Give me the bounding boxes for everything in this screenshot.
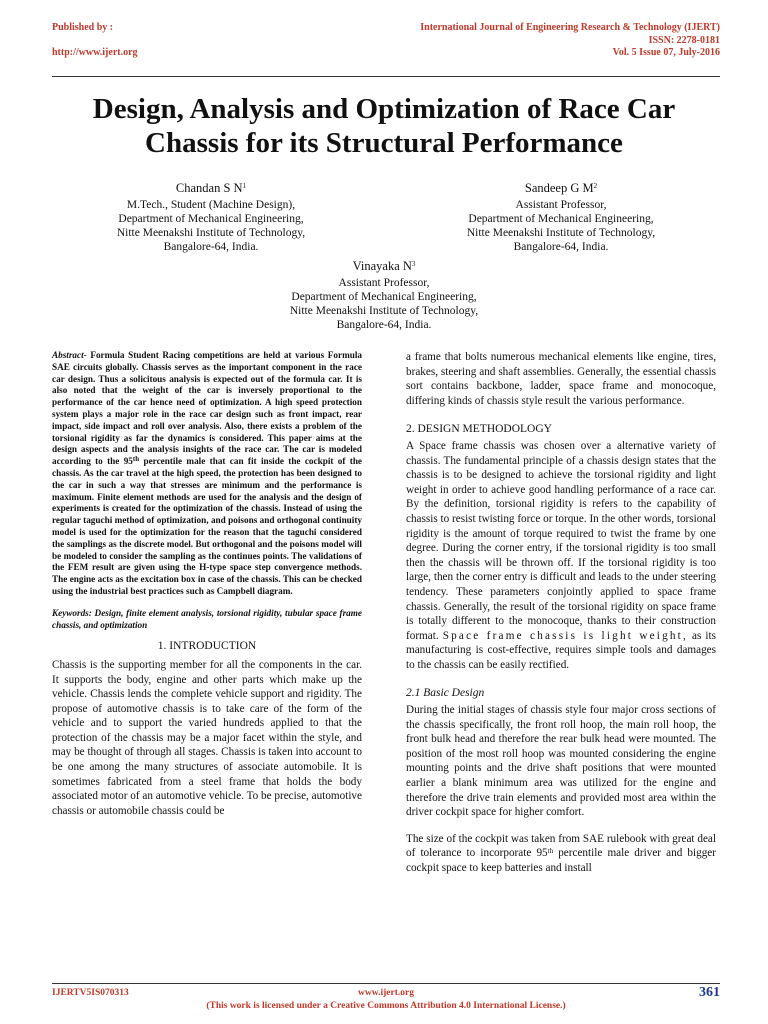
author-3-affil-3: Nitte Meenakshi Institute of Technology, (289, 305, 479, 317)
introduction-text: Chassis is the supporting member for all the components in the car. It supports the body, engine and other parts which make up the vehicle. Chassis lends the complete vehicle support and rigidity. The propose of automotive chassis is to take care of the form of the vehicle and to support the varied hundreds applied to that the protection of the chassis may be a major facet within the style, and may be thought of through all stages. Chassis is taken into account to be one among the many structures of associate automobile. It is sometimes fabricated from a steel frame that holds the body associated motor of an automotive vehicle. To be precise, automotive chassis or automobile chassis could be (52, 658, 362, 817)
author-2-affil-3: Nitte Meenakshi Institute of Technology, (466, 227, 656, 239)
published-by: Published by : (52, 22, 114, 33)
cockpit-text: The size of the cockpit was taken from SAE rulebook with great deal of tolerance to incorporate 95th percentile male driver and bigger cockpit space to keep batteries and install (406, 832, 716, 874)
journal-block (420, 22, 720, 60)
title-line-1: Design, Analysis and Optimization of Race Car (92, 93, 676, 125)
author-3-affil-1: Assistant Professor, (338, 277, 430, 289)
page-footer (52, 985, 720, 1018)
author-3-affil-2: Department of Mechanical Engineering, (291, 291, 477, 303)
author-3-block (240, 259, 528, 332)
author-1-affil-2: Department of Mechanical Engineering, (118, 213, 304, 225)
author-1-affil-1: M.Tech., Student (Machine Design), (126, 199, 296, 211)
author-2-affil-4: Bangalore-64, India. (513, 241, 609, 253)
abstract: Abstract- Formula Student Racing competitions are held at various Formula SAE circuits globally. Chassis serves as the important component in the race car design. Thus a solicitous analysis is expected out of the formula car. It is also noted that the weight of the car is inversely proportional to the performance of the car hence need of optimization. A high speed protection system plays a major role in the race car design such as front impact, rear impact, side impact and roll over analysis. Also, there exists a problem of the torsional rigidity as far the dynamics is considered. This paper aims at the design aspects and the analysis insights of the race car. The car is modeled according to the 95th percentile male that can fit inside the cockpit of the chassis. As the car travel at the high speed, the protection has been designed to the car in such a way that stresses are minimum and the performance is maximum. Finite element methods are used for the analysis and the design of experiments is created for the optimization of the chassis. Instead of using the regular taguchi method of optimization, and poisons and orthogonal continuity model is used for the optimization for the reason that the taguchi considered the samplings as the discrete model. But orthogonal and the poisons model will be modeled to consider the sampling as the continues points. The validations of the FEM result are given using the H-type space step convergence methods. The engine acts as the excitation box in case of the chassis. This can be checked using the industrial best practices such as Campbell diagram. (52, 350, 363, 596)
publisher-block (52, 22, 138, 59)
basic-design-text: During the initial stages of chassis style four major cross sections of the chassis specifically, the front roll hoop, the main roll hoop, the front bulk head and therefore the rear bulk head were mounted. The position of the most roll hoop was mounted considering the engine mounting points and the drive shaft positions that were mounted earlier a blank minimum area was utilized for the engine and therefore the drive train elements and provided most area within the driver cockpit space for higher comfort. (406, 704, 716, 819)
keywords: Keywords: Design, finite element analysis, torsional rigidity, tubular space frame chassis, and optimization (52, 607, 362, 630)
volume-issue: Vol. 5 Issue 07, July-2016 (612, 47, 720, 58)
page-number: 361 (699, 985, 720, 1000)
author-1-affil-4: Bangalore-64, India. (163, 241, 259, 253)
author-1-block (80, 181, 342, 254)
footer-rule (52, 983, 720, 984)
design-methodology-heading: 2. DESIGN METHODOLOGY (406, 423, 552, 436)
author-1-name: Chandan S $N^1$ (175, 181, 247, 195)
left-column (52, 350, 362, 818)
author-2-affil-2: Department of Mechanical Engineering, (468, 213, 654, 225)
publisher-url[interactable]: http://www.ijert.org (52, 46, 138, 58)
intro-continuation: a frame that bolts numerous mechanical elements like engine, tires, brakes, steering and shaft assemblies. Generally, the essential chassis sort contains backbone, ladder, space frame and monocoque, differing kinds of chassis style result the various performance. (406, 351, 716, 407)
basic-design-heading: 2.1 Basic Design (406, 687, 485, 700)
issn: ISSN: 2278-0181 (648, 34, 720, 46)
license-note: (This work is licensed under a Creative Commons Attribution 4.0 International License.) (206, 1001, 566, 1011)
introduction-heading: 1. INTRODUCTION (157, 640, 257, 653)
paper-title (20, 92, 748, 160)
header-rule (52, 76, 720, 77)
author-1-affil-3: Nitte Meenakshi Institute of Technology, (116, 227, 306, 239)
journal-name: International Journal of Engineering Research & Technology (IJERT) (420, 22, 720, 33)
right-column (406, 350, 716, 876)
title-line-2: Chassis for its Structural Performance (145, 127, 623, 159)
author-2-block (430, 181, 692, 254)
footer-url[interactable]: www.ijert.org (358, 988, 414, 998)
design-methodology-text: A Space frame chassis was chosen over a alternative variety of chassis. The fundamental principle of a chassis design states that the chassis is to be designed to achieve the torsional rigidity and light weight in order to achieve good handling performance of a race car. By the definition, torsional rigidity is refers to the capability of chassis to resist twisting force or torque. In the other words, torsional rigidity is the amount of torque required to twist the frame by one degree. During the corner entry, if the torsional rigidity is too small then the chassis will be thrown off. If the torsional rigidity is too large, then the corner entry is difficult and leads to the under steering tendency. These parameters conjointly applied to space frame chassis. Generally, the result of the torsional rigidity on space frame is totally different to the monocoque, thanks to their construction format. Space frame chassis is light weight, as its manufacturing is cost-effective, requires simple tools and damages to the chassis can be easily rectified. (406, 439, 716, 671)
author-3-name: Vinayaka $N^3$ (352, 259, 416, 273)
page-header (52, 22, 720, 78)
paper-id: IJERTV5IS070313 (52, 988, 129, 998)
author-2-affil-1: Assistant Professor, (515, 199, 607, 211)
author-2-name: Sandeep G $M^2$ (524, 181, 598, 195)
abstract-label: Abstract- (52, 350, 87, 360)
author-3-affil-4: Bangalore-64, India. (336, 319, 432, 331)
